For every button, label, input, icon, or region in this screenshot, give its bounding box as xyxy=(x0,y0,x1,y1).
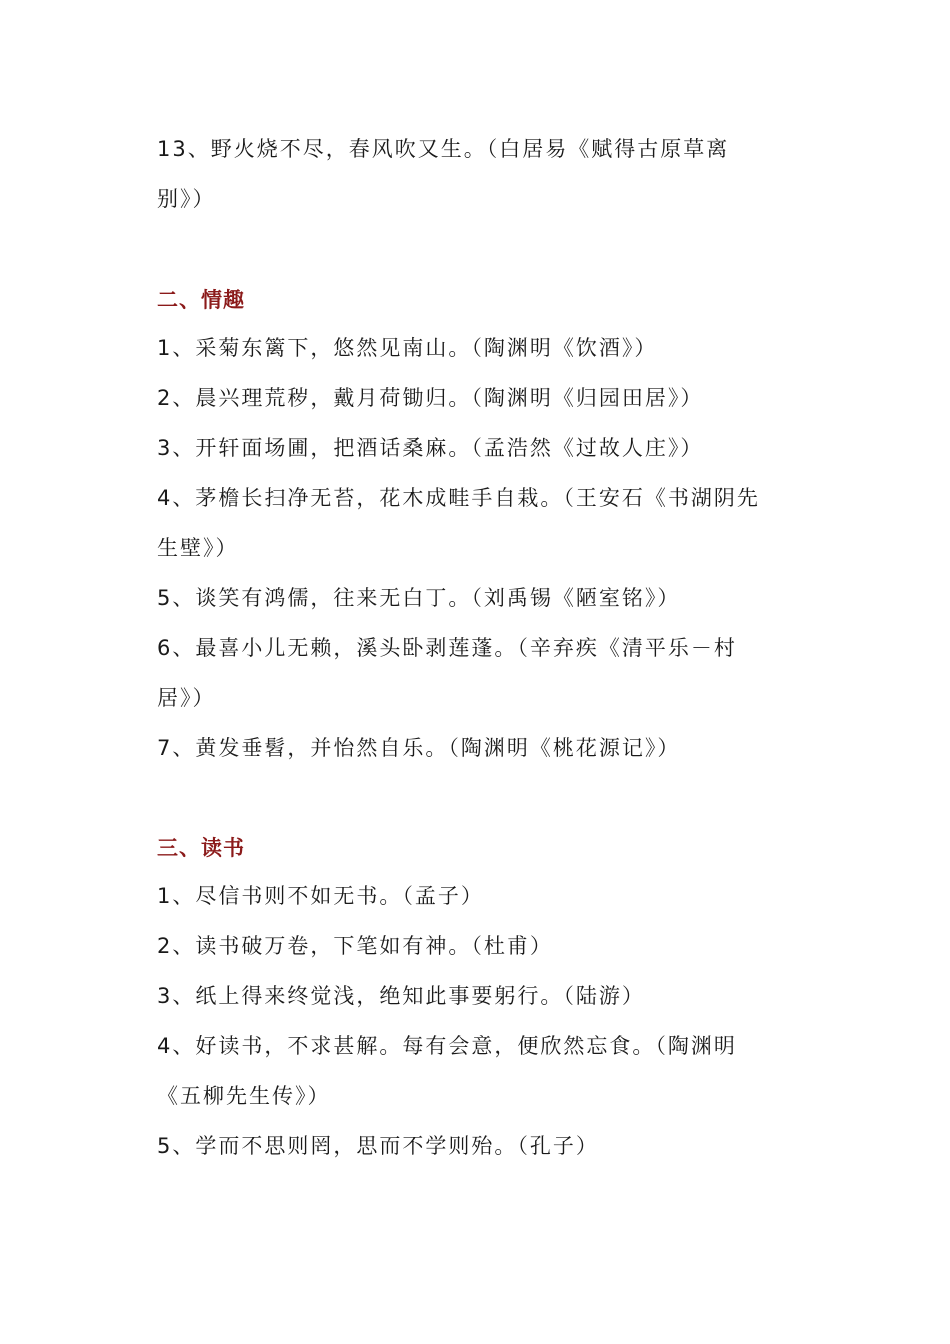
quote-line: 13、野火烧不尽，春风吹又生。（白居易《赋得古原草离 xyxy=(157,137,730,161)
section-heading-dushu: 三、读书 xyxy=(157,836,245,860)
section-heading-qingqu: 二、情趣 xyxy=(157,288,245,312)
quote-line: 7、黄发垂髫，并怡然自乐。（陶渊明《桃花源记》） xyxy=(157,736,681,760)
quote-line: 3、开轩面场圃，把酒话桑麻。（孟浩然《过故人庄》） xyxy=(157,436,704,460)
quote-line: 1、尽信书则不如无书。（孟子） xyxy=(157,884,484,908)
quote-line: 别》） xyxy=(157,187,216,211)
quote-line: 2、晨兴理荒秽，戴月荷锄归。（陶渊明《归园田居》） xyxy=(157,386,704,410)
quote-line: 6、最喜小儿无赖，溪头卧剥莲蓬。（辛弃疾《清平乐－村 xyxy=(157,636,737,660)
quote-line: 5、谈笑有鸿儒，往来无白丁。（刘禹锡《陋室铭》） xyxy=(157,586,681,610)
quote-line: 1、采菊东篱下，悠然见南山。（陶渊明《饮酒》） xyxy=(157,336,658,360)
quote-line: 生壁》） xyxy=(157,536,239,560)
quote-line: 4、好读书，不求甚解。每有会意，便欣然忘食。（陶渊明 xyxy=(157,1034,737,1058)
quote-line: 居》） xyxy=(157,686,216,710)
quote-line: 4、茅檐长扫净无苔，花木成畦手自栽。（王安石《书湖阴先 xyxy=(157,486,760,510)
quote-line: 5、学而不思则罔，思而不学则殆。（孔子） xyxy=(157,1134,599,1158)
quote-line: 3、纸上得来终觉浅，绝知此事要躬行。（陆游） xyxy=(157,984,645,1008)
quote-line: 2、读书破万卷，下笔如有神。（杜甫） xyxy=(157,934,553,958)
quote-line: 《五柳先生传》） xyxy=(157,1084,331,1108)
